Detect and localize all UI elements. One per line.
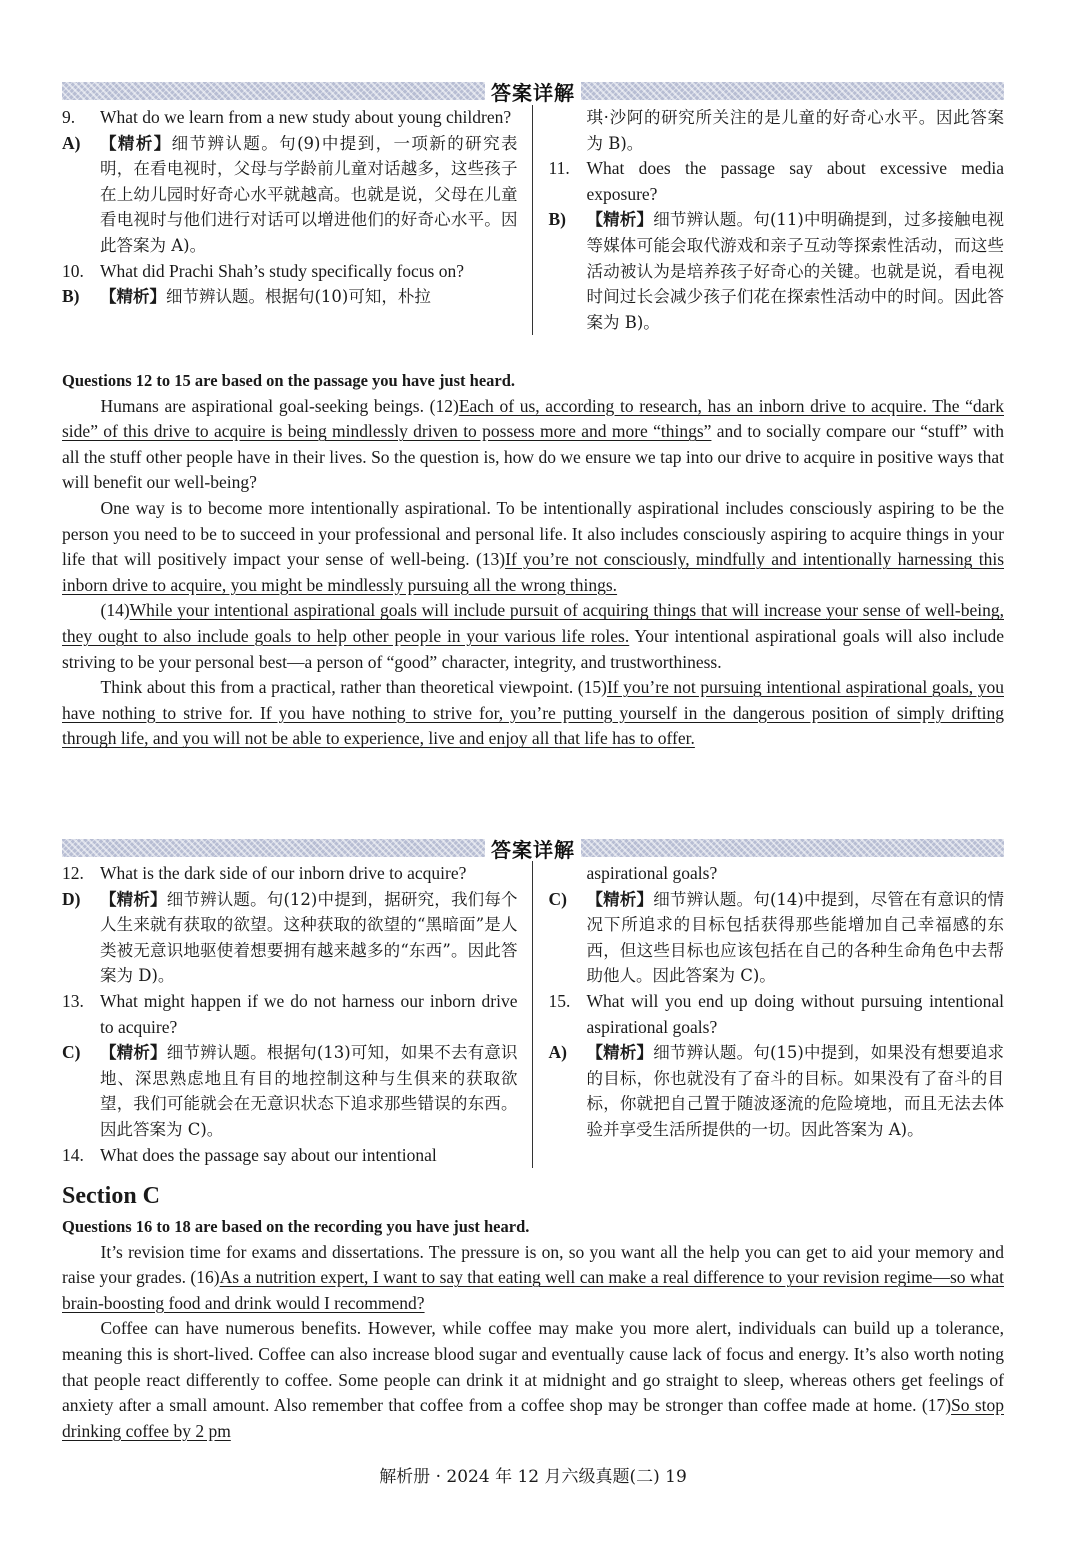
text: Coffee can have numerous benefits. However, while coffee may make you more alert, individuals can build up a tolerance, meaning this is short-lived. Coffee can also increase blood sugar and eventually cause lack of focus and energy. It’s also worth noting that people react differently to coffee. Some people can drink it at midnight and go straight to sleep, whereas others get feelings of anxiety after a small amount. Also remember that coffee from a coffee shop may be stronger than coffee made at home. (17): [62, 1318, 1004, 1416]
answer-letter: C): [548, 888, 567, 909]
question-number: 12.: [62, 863, 84, 883]
question-number: 11.: [548, 158, 570, 179]
underlined-key-sentence: As a nutrition expert, I want to say that eating well can make a real difference to your revision regime—so what brain-boosting food and drink would I recommend?: [62, 1267, 1004, 1313]
question-number: 10.: [62, 260, 84, 281]
answer-explanation-banner-2: [62, 837, 1004, 862]
analysis-tag: 【精析】: [586, 1043, 654, 1063]
answer-15: [549, 1040, 1005, 1142]
analysis-tag: 【精析】: [100, 133, 172, 153]
question-text: What does the passage say about excessive media exposure?: [586, 158, 1004, 204]
answer-13: [62, 1040, 518, 1142]
analysis-tag: 【精析】: [586, 210, 654, 230]
question-text: What does the passage say about our intentional: [100, 1144, 437, 1165]
answer-11: [549, 207, 1005, 335]
paragraph-1: [62, 1240, 1004, 1317]
banner-stripe-left: [62, 82, 485, 100]
question-number: 14.: [62, 1144, 84, 1165]
answers-block-9-11: [62, 105, 1004, 335]
explanation-text: 细节辨认题。句(9)中提到，一项新的研究表明，在看电视时，父母与学龄前儿童对话越多，这些孩子在上幼儿园时好奇心水平就越高。也就是说，父母在儿童看电视时与他们进行对话可以增进他们的好奇心水平。因此答案为 A)。: [100, 133, 518, 255]
text: Your intentional aspirational goals will also include striving to be your personal best—a person of “good” character, integrity, and trustworthiness.: [62, 625, 1004, 672]
answer-letter: B): [548, 209, 566, 230]
analysis-tag: 【精析】: [100, 889, 167, 909]
underlined-key-sentence: Each of us, according to research, has an inborn drive to acquire. The “dark side” of this drive to acquire is being mindlessly driven to possess more and more “things”: [62, 395, 1004, 442]
banner-stripe-left: [62, 839, 485, 857]
passage-heading: Questions 12 to 15 are based on the passage you have just heard.: [62, 371, 516, 390]
answer-explanation: [587, 887, 1005, 989]
question-text: What might happen if we do not harness our inborn drive to acquire?: [100, 990, 518, 1037]
answer-10-continued: 琪·沙阿的研究所关注的是儿童的好奇心水平。因此答案为 B)。: [586, 108, 1004, 153]
question-text: What is the dark side of our inborn drive to acquire?: [100, 863, 467, 883]
answer-explanation: [100, 284, 518, 310]
explanation-text: 细节辨认题。根据句(10)可知，朴拉: [166, 287, 431, 307]
question-15: [549, 989, 1005, 1040]
left-column: [62, 105, 533, 335]
question-14-continued: aspirational goals?: [586, 863, 718, 883]
answer-explanation-banner: [62, 80, 1004, 105]
paragraph-1: [62, 394, 1004, 496]
text: Think about this from a practical, rather than theoretical viewpoint. (15): [100, 677, 607, 698]
answer-explanation: [100, 131, 518, 259]
answer-12: [62, 887, 518, 989]
answer-explanation: [587, 207, 1005, 335]
explanation-text: 细节辨认题。句(12)中提到，据研究，我们每个人生来就有获取的欲望。这种获取的欲望的“黑暗面”是人类被无意识地驱使着想要拥有越来越多的“东西”。因此答案为 D)。: [100, 889, 518, 986]
answer-explanation: [100, 1040, 518, 1142]
text: and to socially compare our “stuff” with all the stuff other people have in their lives. So the question is, how do we ensure we tap into our drive to acquire in positive ways that will benefit our well-being?: [62, 421, 1004, 493]
left-column: [62, 861, 533, 1168]
question-text: What did Prachi Shah’s study specifically focus on?: [100, 260, 465, 281]
explanation-text: 细节辨认题。句(15)中提到，如果没有想要追求的目标，你也就没有了奋斗的目标。如果没有了奋斗的目标，你就把自己置于随波逐流的危险境地，而且无法去体验并享受生活所提供的一切。因此答案为 A)。: [586, 1043, 1004, 1139]
explanation-text: 细节辨认题。句(14)中提到，尽管在有意识的情况下所追求的目标包括获得那些能增加自己幸福感的东西，但这些目标也应该包括在自己的各种生命角色中去帮助他人。因此答案为 C)。: [586, 889, 1004, 986]
underlined-key-sentence: If you’re not consciously, mindfully and intentionally harnessing this inborn drive to acquire, you might be mindlessly pursuing all the wrong things.: [62, 549, 1005, 595]
question-10: [62, 259, 518, 285]
banner-title: 答案详解: [491, 80, 575, 105]
right-column: [533, 105, 1005, 335]
answer-9: [62, 131, 518, 259]
answer-explanation: [100, 887, 518, 989]
question-text: What do we learn from a new study about young children?: [100, 107, 512, 127]
passage-heading: Questions 16 to 18 are based on the recording you have just heard.: [62, 1217, 530, 1236]
question-14: [62, 1143, 518, 1169]
text: It’s revision time for exams and dissertations. The pressure is on, so you want all the help you can get to aid your memory and raise your grades. (16): [62, 1241, 1004, 1288]
question-12: [62, 861, 518, 887]
passage-16-18: [62, 1214, 1004, 1444]
text: (14): [100, 600, 130, 621]
question-13: [62, 989, 518, 1040]
right-column: [533, 861, 1005, 1168]
answer-letter: B): [62, 286, 80, 307]
question-9: [62, 105, 518, 131]
explanation-text: 细节辨认题。句(11)中明确提到，过多接触电视等媒体可能会取代游戏和亲子互动等探索性活动，而这些活动被认为是培养孩子好奇心的关键。也就是说，看电视时间过长会减少孩子们花在探索性活动中的时间。因此答案为 B)。: [586, 210, 1004, 332]
answer-10: [62, 284, 518, 310]
analysis-tag: 【精析】: [586, 889, 654, 909]
banner-title: 答案详解: [491, 837, 575, 862]
question-11: [549, 156, 1005, 207]
paragraph-4: [62, 675, 1004, 752]
paragraph-2: [62, 496, 1004, 598]
answer-letter: A): [548, 1042, 567, 1063]
underlined-key-sentence: While your intentional aspirational goals will include pursuit of acquiring things that will increase your sense of well-being, they ought to also include goals to help other people in your various life roles.: [62, 600, 1004, 646]
question-text: What will you end up doing without pursuing intentional aspirational goals?: [586, 990, 1004, 1037]
banner-stripe-right: [581, 839, 1004, 857]
passage-12-15: [62, 368, 1004, 752]
text: One way is to become more intentionally aspirational. To be intentionally aspirational includes consciously aspiring to be the person you need to be to succeed in your professional and personal life. It also includes consciously aspiring to acquire things in your life that will positively impact your sense of well-being. (13): [62, 497, 1004, 570]
page-footer: 解析册 · 2024 年 12 月六级真题(二) 19: [379, 1467, 687, 1487]
underlined-key-sentence: If you’re not pursuing intentional aspirational goals, you have nothing to strive for. If you have nothing to strive for, you’re putting yourself in the dangerous position of simply drifting through life, and you will not be able to experience, live and enjoy all that life has to offer.: [62, 677, 1004, 749]
paragraph-2: [62, 1316, 1004, 1444]
analysis-tag: 【精析】: [100, 287, 166, 307]
answer-letter: A): [62, 132, 81, 153]
answers-block-12-15: [62, 861, 1004, 1168]
section-title: Section C: [62, 1183, 160, 1209]
question-number: 15.: [548, 990, 571, 1011]
paragraph-3: [62, 598, 1004, 675]
answer-letter: C): [62, 1042, 81, 1063]
banner-stripe-right: [581, 82, 1004, 100]
question-number: 13.: [62, 990, 84, 1011]
question-number: 9.: [62, 107, 76, 127]
text: Humans are aspirational goal-seeking beings. (12): [100, 395, 459, 416]
answer-letter: D): [62, 888, 81, 909]
answer-14: [549, 887, 1005, 989]
answer-explanation: [587, 1040, 1005, 1142]
analysis-tag: 【精析】: [100, 1043, 167, 1063]
underlined-key-sentence: So stop drinking coffee by 2 pm: [62, 1395, 1004, 1441]
explanation-text: 细节辨认题。根据句(13)可知，如果不去有意识地、深思熟虑地且有目的地控制这种与生俱来的获取欲望，我们可能就会在无意识状态下追求那些错误的东西。因此答案为 C)。: [100, 1043, 518, 1139]
